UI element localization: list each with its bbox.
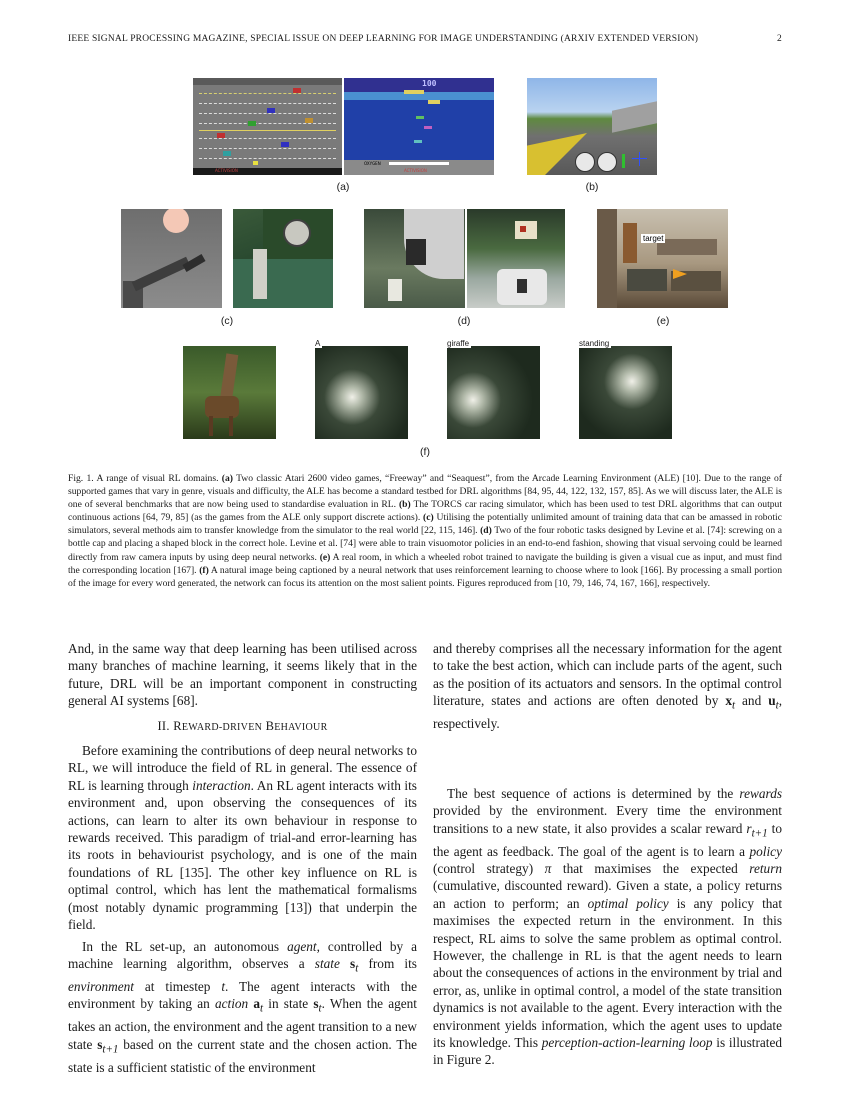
journal-title: IEEE SIGNAL PROCESSING MAGAZINE, SPECIAL ISSUE ON DEEP LEARNING FOR IMAGE UNDERSTANDING (ARXIV EXTENDED VERSION) — [68, 34, 699, 44]
rewards-paragraph: The best sequence of actions is determined by the rewards provided by the environment. Every time the environment transitions to a new state, it also provides a scalar reward $r_{t+1}$ to the agent as feedback. The goal of the agent is to learn a policy (control strategy) π that maximises the expected return (cumulative, discounted reward). Given a state, a policy returns an action to perform; an optimal policy is any policy that maximises the expected return in the environment. In this respect, RL aims to solve the same problem as optimal control. However, the challenge in RL is that the agent needs to learn about the consequences of actions in the environment by trial and error, as, unlike in optimal control, a model of the state transition dynamics is not available to the agent. Every interaction with the environment yields information, which the agent uses to update its knowledge. This perception-action-learning loop is illustrated in Figure 2. — [433, 785, 783, 1068]
target-label: target — [643, 234, 664, 243]
seaquest-image — [344, 78, 494, 175]
seaquest-oxygen-label: OXYGEN — [364, 161, 381, 166]
attention-image-3 — [579, 346, 672, 439]
subfigure-label-b: (b) — [585, 181, 599, 193]
subfigure-label-c: (c) — [220, 315, 234, 327]
intro-paragraph-end: And, in the same way that deep learning has been utilised across many branches of machine learning, it seems likely that in the future, DRL will be an important component in constructing general AI systems [68]. — [68, 641, 417, 709]
activision-logo-freeway: ACTIVISION — [215, 168, 238, 173]
caption-word-1: A — [315, 339, 321, 348]
real-room-image — [597, 209, 728, 308]
state-paragraph-end: and thereby comprises all the necessary information for the agent to take the best action, which can include parts of the agent, such as the position of its actuators and sensors. In the optimal control literature, states and actions are often denoted by $x_t$ and $u_t$, respectively. — [433, 641, 783, 732]
giraffe-image — [183, 346, 276, 439]
activision-logo-seaquest: ACTIVISION — [404, 168, 427, 173]
subfigure-label-f: (f) — [420, 446, 430, 458]
torcs-image — [527, 78, 657, 175]
subfigure-label-d: (d) — [457, 315, 471, 327]
page-number: 2 — [777, 34, 782, 44]
rl-intro-paragraph: Before examining the contributions of deep neural networks to RL, we will introduce the field of RL in general. The essence of RL is learning through interaction. An RL agent interacts with its environment and, upon observing the consequences of its actions, can learn to alter its own behaviour in response to rewards received. This paradigm of trial-and error-learning has its roots in behaviourist psychology, and is one of the main foundations of RL [135]. The other key influence on RL is optimal control, which has lent the mathematical formalisms (most notably dynamic programming [13]) that underpin the field. — [68, 743, 417, 933]
running-header — [68, 34, 782, 44]
rl-setup-paragraph: In the RL set-up, an autonomous agent, controlled by a machine learning algorithm, observes a state $s_t$ from its environment at timestep t. The agent interacts with the environment by taking an action $a_t$ in state $s_t$. When the agent takes an action, the environment and the agent transition to a new state $s_{t+1}$ based on the current state and the chosen action. The state is a sufficient statistic of the environment — [68, 938, 417, 1075]
left-column — [68, 640, 417, 1076]
simulated-robot-arm-image — [121, 209, 222, 308]
subfigure-label-a: (a) — [336, 181, 350, 193]
right-column — [433, 640, 782, 1069]
figure-caption: Fig. 1. A range of visual RL domains. (a) Two classic Atari 2600 video games, “Freeway” and “Seaquest”, from the Arcade Learning Environment (ALE) [10]. Due to the range of supported games that vary in genre, visuals and difficulty, the ALE has become a standard testbed for DRL algorithms [84, 95, 44, 122, 132, 157, 85]. As we will discuss later, the ALE is one of several benchmarks that are now being used to standardise evaluation in RL. (b) The TORCS car racing simulator, which has been used to test DRL algorithms that can output continuous actions [64, 79, 85] (as the games from the ALE only support discrete actions). (c) Utilising the potentially unlimited amount of training data that can be amassed in robotic simulators, several methods aim to transfer knowledge from the simulator to the real world [22, 115, 146]. (d) Two of the four robotic tasks designed by Levine et al. [74]: screwing on a bottle cap and placing a shaped block in the correct hole. Levine et al. [74] were able to train visuomotor policies in an end-to-end fashion, showing that visual servoing could be learned directly from raw camera inputs by using deep neural networks. (e) A real room, in which a wheeled robot trained to navigate the building is given a visual cue as input, and must find the corresponding location [167]. (f) A natural image being captioned by a neural network that uses reinforcement learning to choose where to look [166]. By processing a small portion of the image for every word generated, the network can focus its attention on the most salient points. Figures reproduced from [10, 79, 146, 74, 167, 166], respectively. — [68, 473, 782, 589]
caption-word-2: giraffe — [447, 339, 470, 348]
shape-sorting-task-image — [467, 209, 565, 308]
caption-word-3: standing — [579, 339, 610, 348]
freeway-image — [193, 78, 342, 175]
bottle-cap-task-image — [364, 209, 465, 308]
subfigure-label-e: (e) — [656, 315, 670, 327]
section-heading: II. REWARD-DRIVEN BEHAVIOUR — [157, 718, 328, 733]
attention-image-1 — [315, 346, 408, 439]
attention-image-2 — [447, 346, 540, 439]
real-robot-arm-image — [233, 209, 333, 308]
seaquest-score: 100 — [422, 79, 437, 88]
